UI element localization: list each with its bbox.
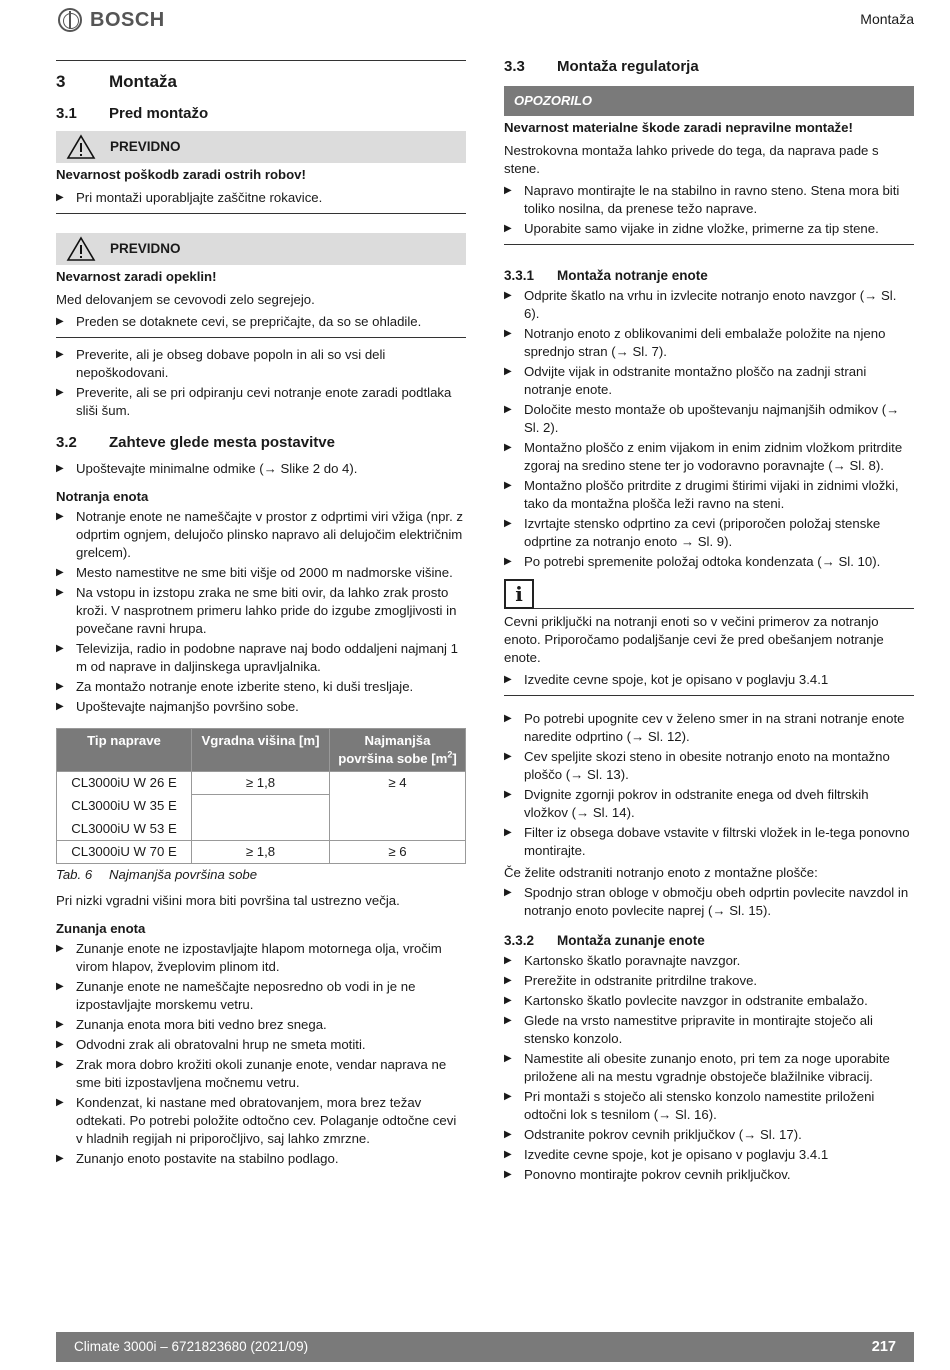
table-cell (330, 818, 466, 841)
room-area-table (56, 728, 466, 864)
table-cell: CL3000iU W 26 E (57, 772, 192, 795)
section-number: 3.3.1 (504, 268, 535, 283)
page-footer (56, 1332, 914, 1362)
info-rule (534, 608, 914, 609)
list-item: ▶ Filter iz obsega dobave vstavite v filtrski vložek in le-tega ponovno montirajte. (504, 824, 914, 860)
warning-text: Nestrokovna montaža lahko privede do tega, da naprava pade s stene. (504, 143, 879, 176)
caution-text: Med delovanjem se cevovodi zelo segrejejo. (56, 292, 315, 307)
outdoor-unit-heading: Zunanja enota (56, 921, 146, 936)
table-row (57, 841, 466, 864)
caution-headline: Nevarnost poškodb zaradi ostrih robov! (56, 167, 306, 182)
pipe-list (504, 710, 914, 860)
distance-list (56, 460, 466, 478)
list-item: ▶ Montažno ploščo pritrdite z drugimi štirimi vijaki in zidnimi vložki, tako da montažna plošča leži ravno na steni. (504, 477, 914, 513)
list-item: ▶ Po potrebi spremenite položaj odtoka kondenzata (→ Sl. 10). (504, 553, 914, 571)
section-3-3-heading (504, 58, 914, 76)
check-list (56, 346, 466, 420)
list-item: ▶ Mesto namestitve ne sme biti višje od 2000 m nadmorske višine. (56, 564, 466, 582)
caution-list (56, 189, 466, 207)
list-item: ▶ Kondenzat, ki nastane med obratovanjem, mora brez težav odtekati. Po potrebi položite odtočno cev. Polaganje odtočne cevi v hladnih regijah ni priporočljivo, saj lahko zmrzne. (56, 1094, 466, 1148)
list-item: ▶ Prerežite in odstranite pritrdilne trakove. (504, 972, 914, 990)
header-superscript: 2 (447, 749, 453, 760)
table-caption-number: Tab. 6 (56, 867, 93, 882)
warning-triangle-icon (66, 134, 96, 160)
chapter-rule (56, 60, 466, 61)
brand-name: BOSCH (90, 9, 165, 31)
list-item: ▶ Preverite, ali je obseg dobave popoln in ali so vsi deli nepoškodovani. (56, 346, 466, 382)
info-box (504, 579, 914, 696)
list-item: ▶ Odstranite pokrov cevnih priključkov (→ Sl. 17). (504, 1126, 914, 1144)
page-header (0, 0, 950, 44)
table-cell (192, 795, 330, 818)
list-item: ▶ Upoštevajte minimalne odmike (→ Slike 2 do 4). (56, 460, 466, 478)
section-title: Montaža zunanje enote (557, 933, 705, 948)
caution-list (56, 313, 466, 331)
caution-bar (56, 131, 466, 163)
list-item: ▶ Uporabite samo vijake in zidne vložke, primerne za tip stene. (504, 220, 914, 238)
table-cell: CL3000iU W 35 E (57, 795, 192, 818)
warning-triangle-icon (66, 236, 96, 262)
list-item: ▶ Pri montaži s stoječo ali stensko konzolo namestite priloženi odtočni lok s tesnilom (→ Sl. 16). (504, 1088, 914, 1124)
table-cell (330, 795, 466, 818)
list-item: ▶ Zunanje enote ne izpostavljajte hlapom motornega olja, vročim virom hlapov, žveplovim plinom itd. (56, 940, 466, 976)
list-item: ▶ Montažno ploščo z enim vijakom in enim zidnim vložkom pritrdite zgoraj na sredino stene ter jo vodoravno poravnajte (→ Sl. 8). (504, 439, 914, 475)
list-item: ▶ Cev speljite skozi steno in obesite notranjo enoto na montažno ploščo (→ Sl. 13). (504, 748, 914, 784)
caution-box-sharp-edges (56, 131, 466, 214)
table-cell: ≥ 1,8 (192, 841, 330, 864)
section-number: 3.2 (56, 434, 77, 451)
chapter-number: 3 (56, 72, 66, 91)
bosch-armature-icon (58, 8, 82, 32)
table-header-cell: Tip naprave (57, 729, 192, 772)
footer-document-id: Climate 3000i – 6721823680 (2021/09) (74, 1339, 309, 1354)
list-item: ▶ Izvrtajte stensko odprtino za cevi (priporočen položaj stenske odprtine za notranjo enoto → Sl. 9). (504, 515, 914, 551)
table-cell: ≥ 1,8 (192, 772, 330, 795)
section-3-2-heading (56, 434, 466, 452)
info-header (504, 579, 914, 609)
header-close: ] (452, 751, 457, 766)
list-item: ▶ Izvedite cevne spoje, kot je opisano v poglavju 3.4.1 (504, 1146, 914, 1164)
table-header-cell: Vgradna višina [m] (192, 729, 330, 772)
table-header-cell (330, 729, 466, 772)
section-number: 3.3.2 (504, 933, 535, 948)
section-title: Montaža regulatorja (557, 58, 699, 75)
list-item: ▶ Glede na vrsto namestitve pripravite in montirajte stoječo ali stensko konzolo. (504, 1012, 914, 1048)
table-caption (56, 866, 466, 884)
list-item: ▶ Kartonsko škatlo povlecite navzgor in odstranite embalažo. (504, 992, 914, 1010)
section-title: Montaža notranje enote (557, 268, 708, 283)
warning-headline: Nevarnost materialne škode zaradi nepravilne montaže! (504, 120, 853, 135)
header-section-title: Montaža (860, 11, 914, 27)
table-caption-text: Najmanjša površina sobe (109, 867, 258, 882)
list-item: ▶ Odvijte vijak in odstranite montažno ploščo na zadnji strani notranje enote. (504, 363, 914, 399)
list-item: ▶ Kartonsko škatlo poravnajte navzgor. (504, 952, 914, 970)
warning-list (504, 182, 914, 238)
table-cell (192, 818, 330, 841)
section-3-3-1-heading (504, 267, 914, 285)
table-header-row (57, 729, 466, 772)
list-item: ▶ Za montažo notranje enote izberite steno, ki duši tresljaje. (56, 678, 466, 696)
section-number: 3.3 (504, 58, 525, 75)
caution-box-burns (56, 233, 466, 338)
caution-bar (56, 233, 466, 265)
list-item: ▶ Zunanjo enoto postavite na stabilno podlago. (56, 1150, 466, 1168)
list-item: ▶ Preden se dotaknete cevi, se prepričajte, da so se ohladile. (56, 313, 466, 331)
indoor-mounting-list (504, 287, 914, 571)
caution-headline: Nevarnost zaradi opeklin! (56, 269, 217, 284)
list-item: ▶ Dvignite zgornji pokrov in odstranite enega od dveh filtrskih vložkov (→ Sl. 14). (504, 786, 914, 822)
warning-box-material-damage (504, 86, 914, 245)
chapter-heading (56, 73, 466, 91)
remove-intro: Če želite odstraniti notranjo enoto z montažne plošče: (504, 865, 818, 880)
bosch-logo (58, 8, 165, 32)
list-item: ▶ Notranje enote ne nameščajte v prostor z odprtimi viri vžiga (npr. z odprtim ognjem, delujočo plinsko napravo ali delujočim električnim grelcem). (56, 508, 466, 562)
header-text: Najmanjša površina sobe [m (338, 733, 448, 766)
table-cell: CL3000iU W 70 E (57, 841, 192, 864)
list-item: ▶ Zrak mora dobro krožiti okoli zunanje enote, vendar naprava ne sme biti izpostavljena močnemu vetru. (56, 1056, 466, 1092)
list-item: ▶ Ponovno montirajte pokrov cevnih priključkov. (504, 1166, 914, 1184)
section-3-1-heading (56, 105, 466, 123)
list-item: ▶ Namestite ali obesite zunanjo enoto, pri tem za noge uporabite priložene ali na mestu vgradnje obstoječe blažilnike vibracij. (504, 1050, 914, 1086)
info-icon: i (504, 579, 534, 609)
list-item: ▶ Zunanja enota mora biti vedno brez snega. (56, 1016, 466, 1034)
list-item: ▶ Spodnjo stran obloge v območju obeh odprtin povlecite navzdol in notranjo enoto povlecite naprej (→ Sl. 15). (504, 884, 914, 920)
low-height-note: Pri nizki vgradni višini mora biti površina tal ustrezno večja. (56, 893, 400, 908)
warning-bar: OPOZORILO (504, 86, 914, 116)
list-item: ▶ Na vstopu in izstopu zraka ne sme biti ovir, da lahko zrak prosto kroži. V nasprotnem primeru lahko pride do izgube zmogljivosti in povečane ravni hrupa. (56, 584, 466, 638)
section-3-3-2-heading (504, 932, 914, 950)
list-item: ▶ Določite mesto montaže ob upoštevanju najmanjših odmikov (→ Sl. 2). (504, 401, 914, 437)
table-row (57, 795, 466, 818)
table-cell: ≥ 6 (330, 841, 466, 864)
list-item: ▶ Odvodni zrak ali obratovalni hrup ne smeta motiti. (56, 1036, 466, 1054)
caution-label: PREVIDNO (110, 241, 181, 256)
left-column (56, 60, 466, 1170)
table-cell: ≥ 4 (330, 772, 466, 795)
list-item: ▶ Televizija, radio in podobne naprave naj bodo oddaljeni najmanj 1 m od naprave in daljinskega upravljalnika. (56, 640, 466, 676)
list-item: ▶ Pri montaži uporabljajte zaščitne rokavice. (56, 189, 466, 207)
list-item: ▶ Notranjo enoto z oblikovanimi deli embalaže položite na njeno sprednjo stran (→ Sl. 7). (504, 325, 914, 361)
list-item: ▶ Izvedite cevne spoje, kot je opisano v poglavju 3.4.1 (504, 671, 914, 689)
page-number: 217 (871, 1339, 896, 1355)
section-title: Pred montažo (109, 105, 209, 122)
info-text: Cevni priključki na notranji enoti so v večini primerov za notranjo enoto. Priporočamo podaljšanje cevi že pred obešanjem notranje enote. (504, 614, 884, 665)
remove-list (504, 884, 914, 920)
table-row (57, 772, 466, 795)
table-cell: CL3000iU W 53 E (57, 818, 192, 841)
info-list (504, 671, 914, 689)
section-title: Zahteve glede mesta postavitve (109, 434, 335, 451)
outdoor-mounting-list (504, 952, 914, 1184)
list-item: ▶ Napravo montirajte le na stabilno in ravno steno. Stena mora biti toliko nosilna, da prenese težo naprave. (504, 182, 914, 218)
outdoor-unit-list (56, 940, 466, 1168)
caution-label: PREVIDNO (110, 139, 181, 154)
chapter-title: Montaža (109, 72, 177, 91)
list-item: ▶ Upoštevajte najmanjšo površino sobe. (56, 698, 466, 716)
indoor-unit-heading: Notranja enota (56, 489, 149, 504)
list-item: ▶ Odprite škatlo na vrhu in izvlecite notranjo enoto navzgor (→ Sl. 6). (504, 287, 914, 323)
indoor-unit-list (56, 508, 466, 716)
list-item: ▶ Po potrebi upognite cev v želeno smer in na strani notranje enote naredite odprtino (→ Sl. 12). (504, 710, 914, 746)
list-item: ▶ Preverite, ali se pri odpiranju cevi notranje enote zaradi podtlaka sliši šum. (56, 384, 466, 420)
section-number: 3.1 (56, 105, 77, 122)
list-item: ▶ Zunanje enote ne nameščajte neposredno ob vodi in je ne izpostavljajte morskemu vetru. (56, 978, 466, 1014)
table-row (57, 818, 466, 841)
right-column (504, 58, 914, 1186)
